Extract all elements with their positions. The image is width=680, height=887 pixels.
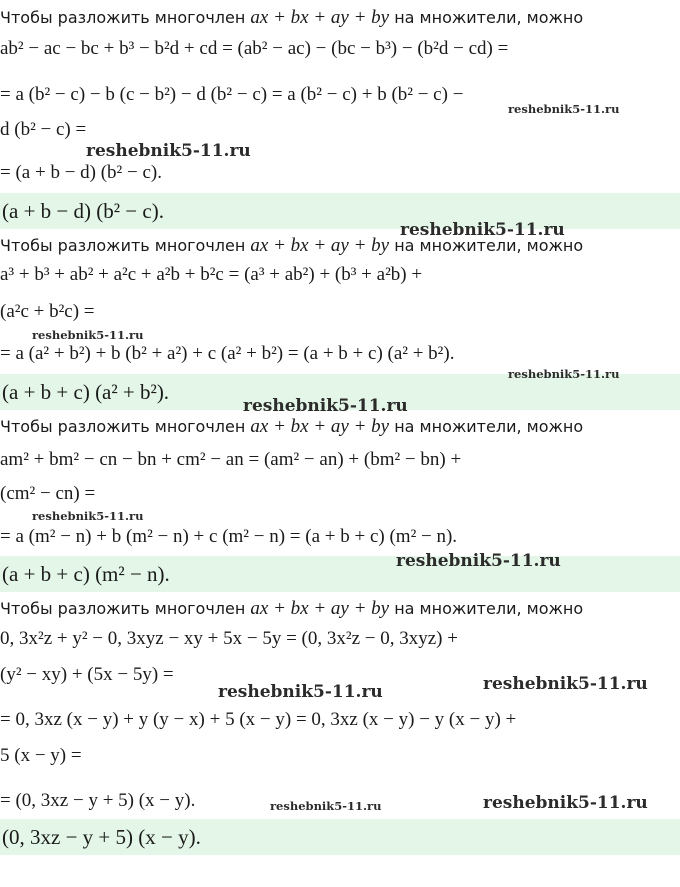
intro-expression: ax + bx + ay + by <box>250 416 390 437</box>
answer-text: (a + b + c) (a² + b²). <box>2 380 170 404</box>
problem-3-intro <box>0 414 583 440</box>
intro-tail: на множители, можно <box>394 236 584 255</box>
watermark: reshebnik5-11.ru <box>270 799 382 813</box>
intro-text: Чтобы разложить многочлен <box>0 8 246 27</box>
problem-2-step-3: = a (a² + b²) + b (b² + a²) + c (a² + b²) = (a + b + c) (a² + b²). <box>0 343 455 364</box>
problem-4-intro <box>0 596 583 622</box>
intro-text: Чтобы разложить многочлен <box>0 236 246 255</box>
problem-1-step-4: = (a + b − d) (b² − c). <box>0 162 162 183</box>
problem-3-step-2: (cm² − cn) = <box>0 483 96 504</box>
watermark: reshebnik5-11.ru <box>400 220 565 240</box>
answer-text: (a + b − d) (b² − c). <box>2 199 164 223</box>
intro-expression: ax + bx + ay + by <box>250 7 390 28</box>
watermark: reshebnik5-11.ru <box>508 367 620 381</box>
watermark: reshebnik5-11.ru <box>86 141 251 161</box>
problem-4-step-2: (y² − xy) + (5x − 5y) = <box>0 664 174 685</box>
watermark: reshebnik5-11.ru <box>483 674 648 694</box>
watermark: reshebnik5-11.ru <box>32 509 144 523</box>
watermark: reshebnik5-11.ru <box>483 793 648 813</box>
watermark: reshebnik5-11.ru <box>243 396 408 416</box>
intro-expression: ax + bx + ay + by <box>250 598 390 619</box>
intro-expression: ax + bx + ay + by <box>250 235 390 256</box>
problem-3-step-3: = a (m² − n) + b (m² − n) + c (m² − n) = (a + b + c) (m² − n). <box>0 526 458 547</box>
problem-1-step-3: d (b² − c) = <box>0 119 87 140</box>
problem-4-step-4: 5 (x − y) = <box>0 745 82 766</box>
watermark: reshebnik5-11.ru <box>508 102 620 116</box>
problem-3-step-1: am² + bm² − cn − bn + cm² − an = (am² − an) + (bm² − bn) + <box>0 449 462 470</box>
intro-text: Чтобы разложить многочлен <box>0 417 246 436</box>
problem-3-answer <box>0 556 680 592</box>
problem-1-answer <box>0 193 680 229</box>
watermark: reshebnik5-11.ru <box>396 551 561 571</box>
intro-tail: на множители, можно <box>394 417 584 436</box>
problem-2-step-1: a³ + b³ + ab² + a²c + a²b + b²c = (a³ + ab²) + (b³ + a²b) + <box>0 264 423 285</box>
watermark: reshebnik5-11.ru <box>218 682 383 702</box>
problem-4-step-5: = (0, 3xz − y + 5) (x − y). <box>0 790 196 811</box>
answer-text: (0, 3xz − y + 5) (x − y). <box>2 825 201 849</box>
intro-text: Чтобы разложить многочлен <box>0 599 246 618</box>
intro-tail: на множители, можно <box>394 8 584 27</box>
problem-1-step-2: = a (b² − c) − b (c − b²) − d (b² − c) = a (b² − c) + b (b² − c) − <box>0 84 464 105</box>
problem-4-answer <box>0 819 680 855</box>
intro-tail: на множители, можно <box>394 599 584 618</box>
watermark: reshebnik5-11.ru <box>32 328 144 342</box>
problem-4-step-1: 0, 3x²z + y² − 0, 3xyz − xy + 5x − 5y = (0, 3x²z − 0, 3xyz) + <box>0 628 458 649</box>
problem-4-step-3: = 0, 3xz (x − y) + y (y − x) + 5 (x − y) = 0, 3xz (x − y) − y (x − y) + <box>0 709 517 730</box>
problem-1-intro <box>0 5 583 31</box>
answer-text: (a + b + c) (m² − n). <box>2 562 170 586</box>
problem-2-step-2: (a²c + b²c) = <box>0 301 95 322</box>
problem-1-step-1: ab² − ac − bc + b³ − b²d + cd = (ab² − ac) − (bc − b³) − (b²d − cd) = <box>0 38 509 59</box>
